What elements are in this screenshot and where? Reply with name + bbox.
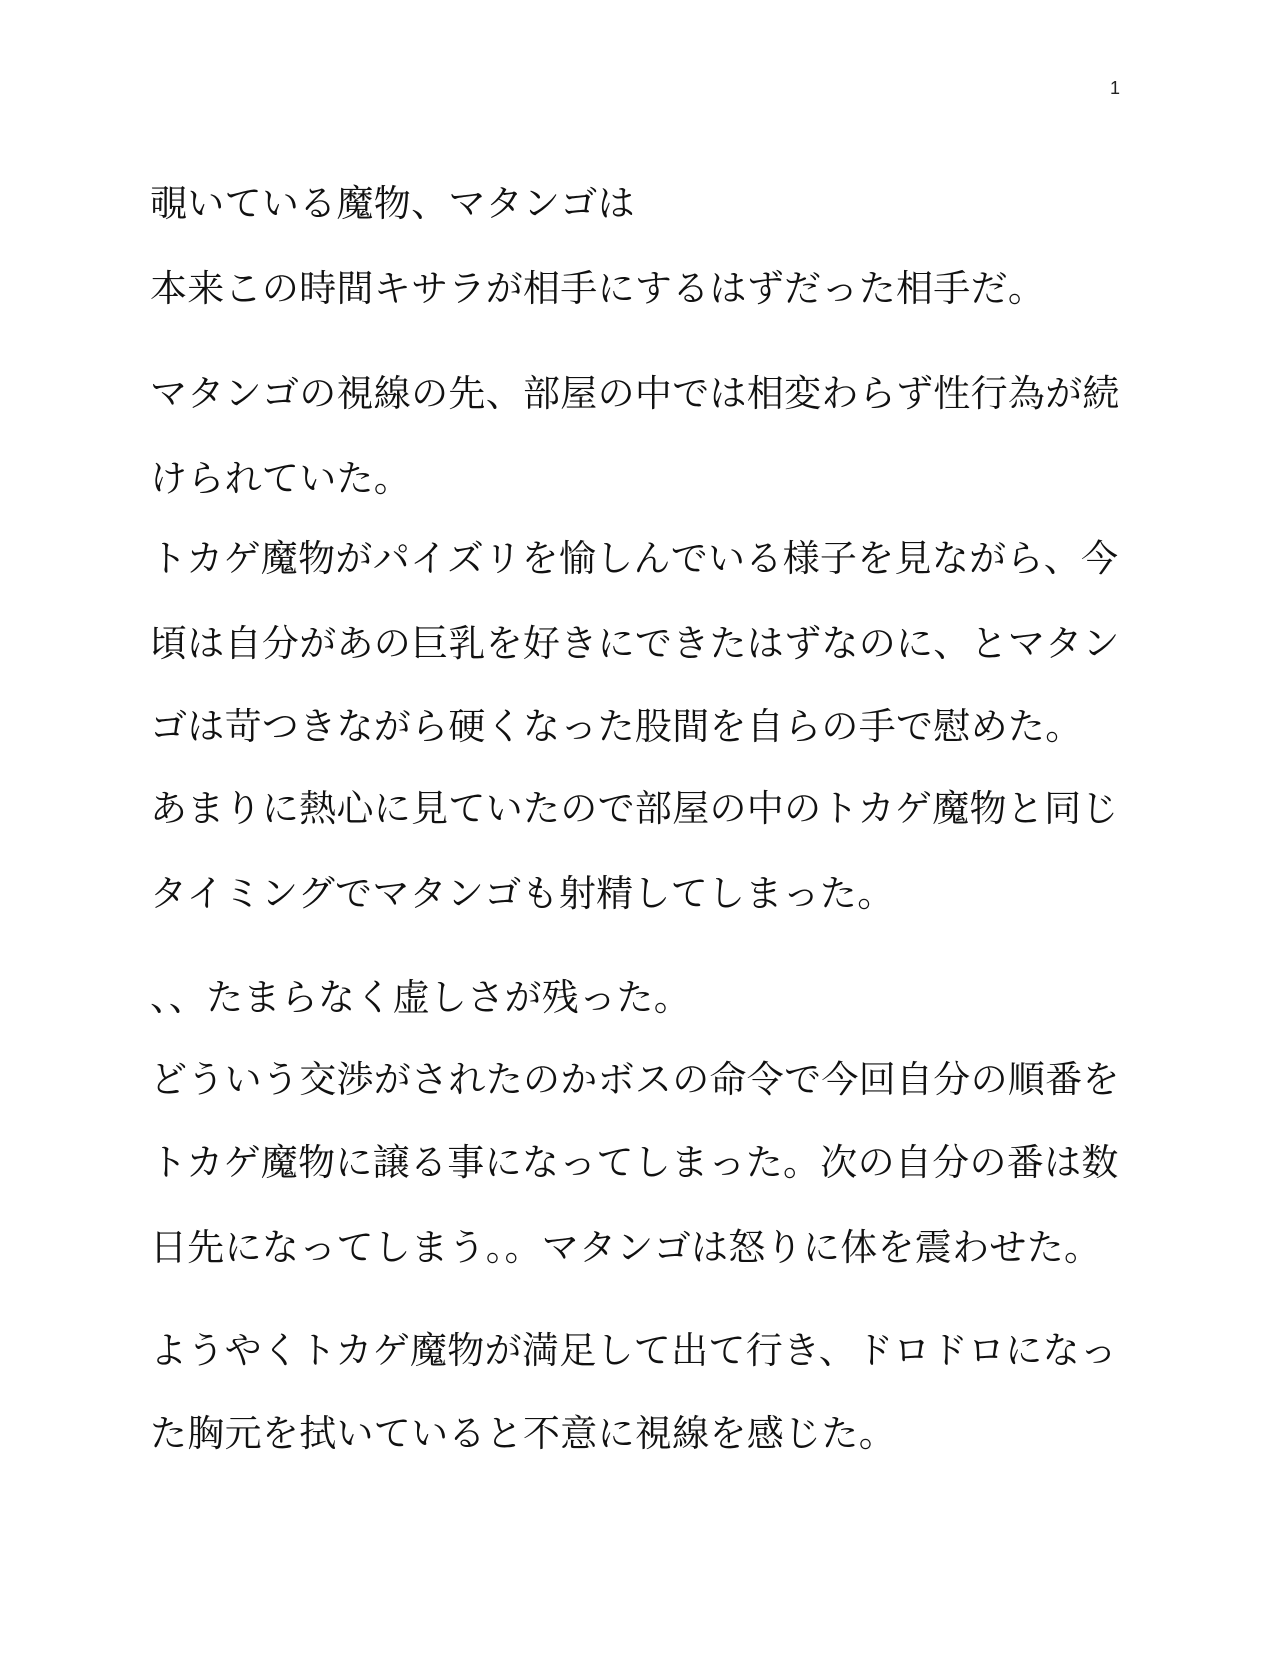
text-line: 頃は自分があの巨乳を好きにできたはずなのに、とマタン: [150, 622, 1120, 665]
text-line: 、、たまらなく虚しさが残った。: [150, 976, 691, 1019]
text-line: ようやくトカゲ魔物が満足して出て行き、ドロドロになっ: [150, 1329, 1118, 1372]
text-line: 覗いている魔物、マタンゴは: [150, 182, 635, 225]
text-line: あまりに熱心に見ていたので部屋の中のトカゲ魔物と同じ: [150, 787, 1119, 830]
text-line: 本来この時間キサラが相手にするはずだった相手だ。: [150, 267, 1046, 310]
text-line: マタンゴの視線の先、部屋の中では相変わらず性行為が続: [150, 372, 1120, 415]
text-line: トカゲ魔物に譲る事になってしまった。次の自分の番は数: [150, 1141, 1119, 1184]
page-number: 1: [1110, 78, 1121, 98]
text-line: けられていた。: [150, 457, 412, 500]
text-line: トカゲ魔物がパイズリを愉しんでいる様子を見ながら、今: [150, 537, 1119, 580]
text-line: た胸元を拭いていると不意に視線を感じた。: [150, 1412, 896, 1455]
text-line: 日先になってしまう。。マタンゴは怒りに体を震わせた。: [150, 1226, 1102, 1269]
text-line: どういう交渉がされたのかボスの命令で今回自分の順番を: [150, 1058, 1120, 1101]
text-line: タイミングでマタンゴも射精してしまった。: [150, 872, 895, 915]
text-line: ゴは苛つきながら硬くなった股間を自らの手で慰めた。: [150, 705, 1083, 748]
